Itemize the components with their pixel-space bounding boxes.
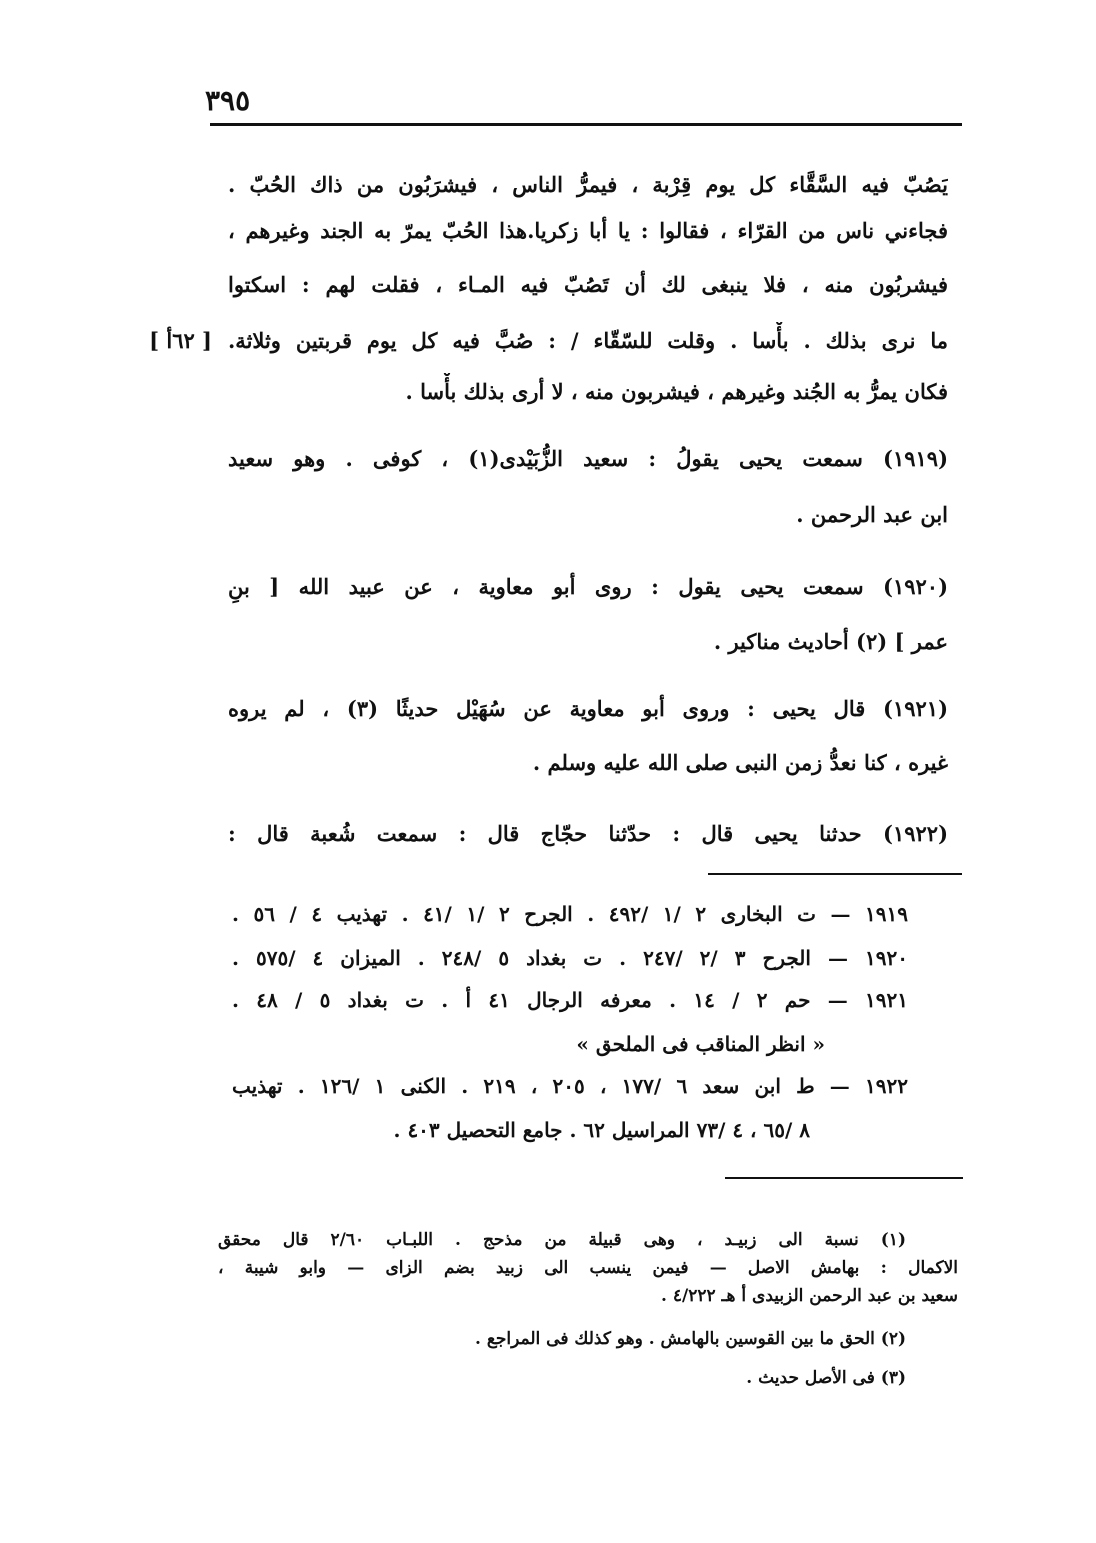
reference-line: ١٩٢٢ — ط ابن سعد ٦ /١٧٧ ، ٢٠٥ ، ٢١٩ . الكنى ١ /١٢٦ . تهذيب bbox=[232, 1074, 908, 1098]
footnote-line: (٣) فى الأصل حديث . bbox=[746, 1368, 906, 1388]
header-rule bbox=[210, 123, 962, 126]
footnote-line: (١) نسبة الى زبيـد ، وهى قبيلة من مذحج . اللبـاب ٢/٦٠ قال محقق bbox=[218, 1230, 906, 1250]
entry-1922-line: (١٩٢٢) حدثنا يحيى قال : حدّثنا حجّاج قال : سمعت شُعبة قال : bbox=[228, 821, 948, 846]
entry-1920-line: عمر ] (٢) أحاديث مناكير . bbox=[713, 629, 948, 654]
margin-folio-note: [ ٦٢أ ] bbox=[149, 328, 212, 353]
reference-line: ١٩٢١ — حم ٢ / ١٤ . معرفه الرجال ٤١ أ . ت بغداد ٥ / ٤٨ . bbox=[232, 988, 908, 1012]
body-line: فكان يمرُّ به الجُند وغيرهم ، فيشربون منه ، لا أرى بذلك بأْسا . bbox=[405, 379, 948, 404]
entry-1919-line: (١٩١٩) سمعت يحيى يقولُ : سعيد الزُّبَيْدى(١) ، كوفى . وهو سعيد bbox=[228, 446, 948, 471]
body-line: ما نرى بذلك . بأْسا . وقلت للسّقّاء / : صُبَّ فيه كل يوم قربتين وثلاثة. bbox=[228, 328, 948, 353]
references-rule bbox=[708, 873, 962, 875]
footnote-line: سعيد بن عبد الرحمن الزبيدى أ هـ ٤/٢٢٢ . bbox=[661, 1286, 958, 1306]
footnotes-rule bbox=[725, 1177, 963, 1179]
page-number: ٣٩٥ bbox=[205, 84, 251, 117]
reference-line: ١٩١٩ — ت البخارى ٢ /١ /٤٩٢ . الجرح ٢ /١ /٤١ . تهذيب ٤ / ٥٦ . bbox=[232, 902, 908, 926]
footnote-line: (٢) الحق ما بين القوسين بالهامش . وهو كذلك فى المراجع . bbox=[475, 1329, 906, 1349]
entry-1920-line: (١٩٢٠) سمعت يحيى يقول : روى أبو معاوية ، عن عبيد الله [ بنِ bbox=[228, 574, 948, 599]
reference-line: ٨ /٦٥ ، ٤ /٧٣ المراسيل ٦٢ . جامع التحصيل ٤٠٣ . bbox=[393, 1118, 810, 1142]
body-line: فجاءني ناس من القرّاء ، فقالوا : يا أبا زكريا.هذا الحُبّ يمرّ به الجند وغيرهم ، bbox=[228, 218, 948, 243]
reference-line: ١٩٢٠ — الجرح ٣ /٢ /٢٤٧ . ت بغداد ٥ /٢٤٨ . الميزان ٤ /٥٧٥ . bbox=[232, 946, 908, 970]
body-line: فيشربُون منه ، فلا ينبغى لك أن تَصُبّ فيه المـاء ، فقلت لهم : اسكتوا bbox=[228, 272, 948, 297]
body-line: يَصُبّ فيه السَّقَّاء كل يوم قِرْبة ، فيمرُّ الناس ، فيشرَبُون من ذاك الحُبّ . bbox=[228, 172, 948, 197]
reference-line: « انظر المناقب فى الملحق » bbox=[576, 1032, 825, 1056]
entry-1919-line: ابن عبد الرحمن . bbox=[796, 502, 948, 527]
footnote-line: الاكمال : بهامش الاصل — فيمن ينسب الى زبيد بضم الزاى — وابو شيبة ، bbox=[218, 1258, 958, 1278]
entry-1921-line: (١٩٢١) قال يحيى : وروى أبو معاوية عن سُهَيْل حديثًا (٣) ، لم يروه bbox=[228, 696, 948, 721]
entry-1921-line: غيره ، كنا نعدُّ زمن النبى صلى الله عليه وسلم . bbox=[532, 750, 948, 775]
